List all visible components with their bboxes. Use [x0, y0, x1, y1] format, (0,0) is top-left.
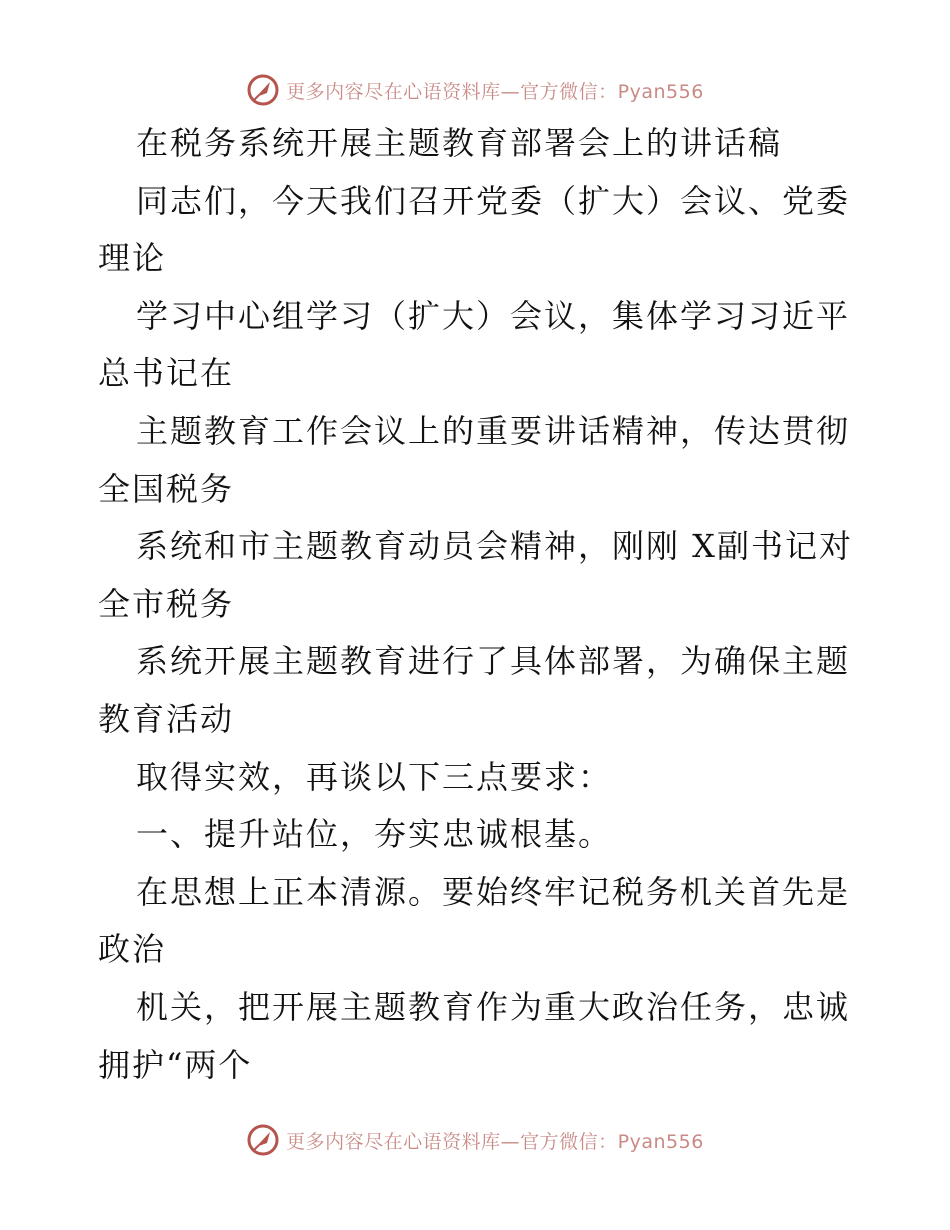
quill-logo-icon [246, 73, 280, 107]
doc-paragraph: 主题教育工作会议上的重要讲话精神，传达贯彻全国税务 [98, 411, 851, 508]
doc-paragraph: 取得实效，再谈以下三点要求： [136, 757, 613, 796]
doc-paragraph: 同志们，今天我们召开党委（扩大）会议、党委理论 [98, 181, 851, 278]
watermark-banner-top [0, 70, 950, 110]
watermark-text: 更多内容尽在心语资料库—官方微信：Pyan556 [286, 1130, 704, 1153]
quill-logo-icon [246, 1123, 280, 1157]
doc-paragraph: 在思想上正本清源。要始终牢记税务机关首先是政治 [98, 872, 851, 969]
document-body [98, 115, 858, 1094]
section-heading: 一、提升站位，夯实忠诚根基。 [136, 815, 613, 854]
watermark-text: 更多内容尽在心语资料库—官方微信：Pyan556 [286, 80, 704, 103]
doc-paragraph: 系统开展主题教育进行了具体部署，为确保主题教育活动 [98, 642, 851, 738]
doc-paragraph: 学习中心组学习（扩大）会议，集体学习习近平总书记在 [98, 296, 851, 393]
watermark-banner-bottom [0, 1120, 950, 1160]
doc-paragraph: 机关，把开展主题教育作为重大政治任务，忠诚拥护“两个 [98, 987, 851, 1084]
doc-paragraph: 系统和市主题教育动员会精神，刚刚 X副书记对全市税务 [98, 527, 853, 623]
doc-title: 在税务系统开展主题教育部署会上的讲话稿 [136, 124, 783, 162]
